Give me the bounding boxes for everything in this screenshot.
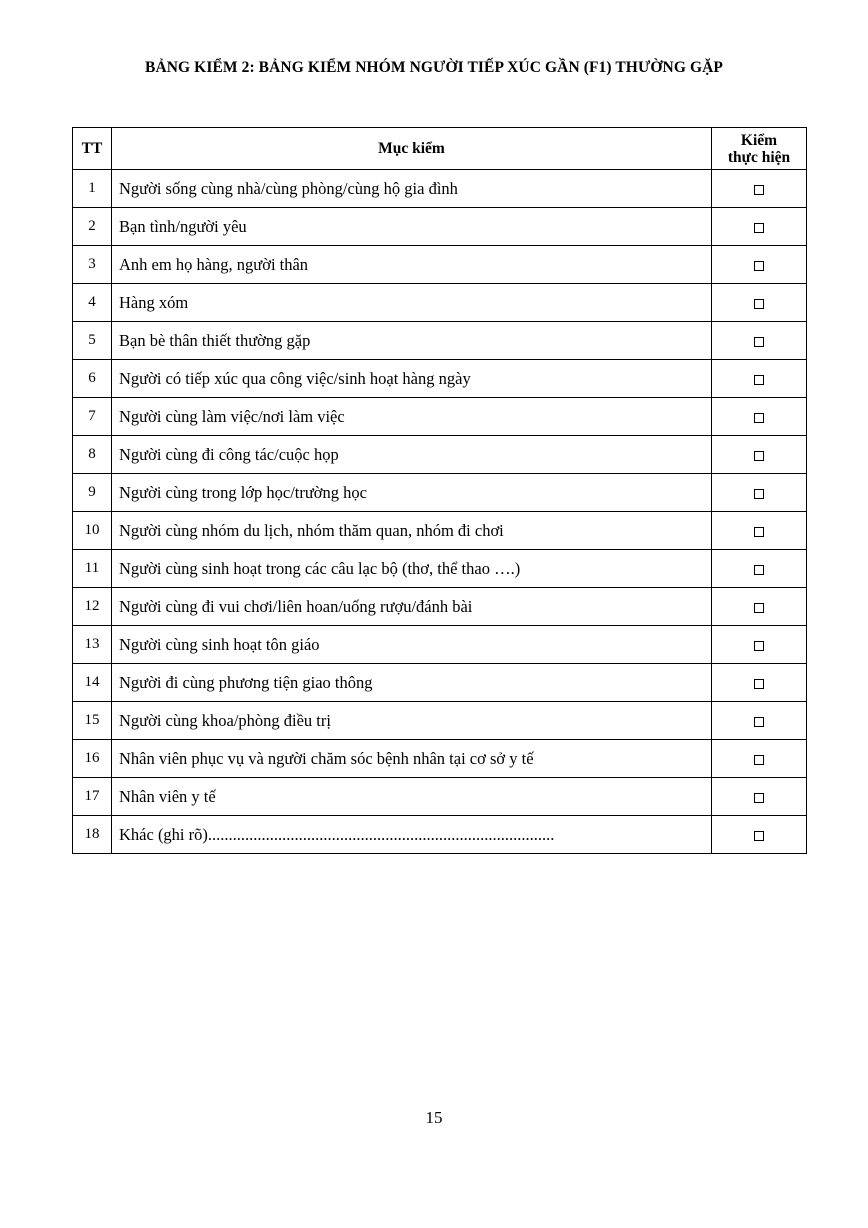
row-number: 9 [73, 474, 112, 512]
row-item-text: Người cùng đi công tác/cuộc họp [112, 436, 712, 474]
checkbox-icon[interactable] [754, 261, 764, 271]
header-check [712, 128, 807, 170]
row-check-cell [712, 550, 807, 588]
row-item-text: Người cùng nhóm du lịch, nhóm thăm quan, nhóm đi chơi [112, 512, 712, 550]
table-row [73, 322, 807, 360]
document-title: BẢNG KIỂM 2: BẢNG KIỂM NHÓM NGƯỜI TIẾP XÚC GẦN (F1) THƯỜNG GẶP [145, 59, 723, 76]
row-number: 14 [73, 664, 112, 702]
row-check-cell [712, 664, 807, 702]
row-number: 17 [73, 778, 112, 816]
row-item-text: Bạn tình/người yêu [112, 208, 712, 246]
header-item: Mục kiểm [112, 128, 712, 170]
row-check-cell [712, 360, 807, 398]
checkbox-icon[interactable] [754, 337, 764, 347]
table-row [73, 284, 807, 322]
table-row [73, 246, 807, 284]
row-item-text: Người cùng sinh hoạt tôn giáo [112, 626, 712, 664]
row-number: 18 [73, 816, 112, 854]
table-row [73, 702, 807, 740]
checkbox-icon[interactable] [754, 793, 764, 803]
row-number: 15 [73, 702, 112, 740]
row-check-cell [712, 512, 807, 550]
checkbox-icon[interactable] [754, 717, 764, 727]
row-item-text: Người sống cùng nhà/cùng phòng/cùng hộ gia đình [112, 170, 712, 208]
row-item-text: Người cùng làm việc/nơi làm việc [112, 398, 712, 436]
row-item-text: Người đi cùng phương tiện giao thông [112, 664, 712, 702]
checkbox-icon[interactable] [754, 223, 764, 233]
table-row [73, 436, 807, 474]
row-number: 4 [73, 284, 112, 322]
row-item-text: Người có tiếp xúc qua công việc/sinh hoạt hàng ngày [112, 360, 712, 398]
table-body [73, 170, 807, 854]
table-row [73, 778, 807, 816]
checkbox-icon[interactable] [754, 489, 764, 499]
row-item-text: Người cùng trong lớp học/trường học [112, 474, 712, 512]
row-number: 13 [73, 626, 112, 664]
checkbox-icon[interactable] [754, 603, 764, 613]
table-row [73, 740, 807, 778]
table-row [73, 360, 807, 398]
table-row [73, 588, 807, 626]
row-number: 12 [73, 588, 112, 626]
checkbox-icon[interactable] [754, 299, 764, 309]
row-check-cell [712, 246, 807, 284]
row-check-cell [712, 740, 807, 778]
row-item-text: Anh em họ hàng, người thân [112, 246, 712, 284]
row-item-text: Người cùng đi vui chơi/liên hoan/uống rượu/đánh bài [112, 588, 712, 626]
row-number: 2 [73, 208, 112, 246]
table-row [73, 626, 807, 664]
table-row [73, 398, 807, 436]
row-check-cell [712, 208, 807, 246]
row-number: 3 [73, 246, 112, 284]
row-item-text: Hàng xóm [112, 284, 712, 322]
checkbox-icon[interactable] [754, 679, 764, 689]
row-item-text: Người cùng khoa/phòng điều trị [112, 702, 712, 740]
row-number: 1 [73, 170, 112, 208]
checkbox-icon[interactable] [754, 451, 764, 461]
row-item-text: Nhân viên y tế [112, 778, 712, 816]
table-row [73, 816, 807, 854]
table-row [73, 512, 807, 550]
checkbox-icon[interactable] [754, 755, 764, 765]
row-check-cell [712, 284, 807, 322]
header-check-line1: Kiểm [740, 131, 778, 149]
row-check-cell [712, 778, 807, 816]
row-check-cell [712, 322, 807, 360]
checkbox-icon[interactable] [754, 375, 764, 385]
checkbox-icon[interactable] [754, 831, 764, 841]
checkbox-icon[interactable] [754, 185, 764, 195]
row-check-cell [712, 474, 807, 512]
header-tt: TT [73, 128, 112, 170]
row-item-text: Người cùng sinh hoạt trong các câu lạc bộ (thơ, thể thao ….) [112, 550, 712, 588]
row-check-cell [712, 702, 807, 740]
table-row [73, 170, 807, 208]
row-item-text: Bạn bè thân thiết thường gặp [112, 322, 712, 360]
row-number: 8 [73, 436, 112, 474]
row-number: 16 [73, 740, 112, 778]
checkbox-icon[interactable] [754, 413, 764, 423]
table-row [73, 664, 807, 702]
row-check-cell [712, 588, 807, 626]
row-number: 5 [73, 322, 112, 360]
checkbox-icon[interactable] [754, 527, 764, 537]
row-check-cell [712, 170, 807, 208]
row-number: 11 [73, 550, 112, 588]
page-number: 15 [425, 1108, 443, 1127]
table-row [73, 474, 807, 512]
row-item-text: Nhân viên phục vụ và người chăm sóc bệnh nhân tại cơ sở y tế [112, 740, 712, 778]
row-number: 6 [73, 360, 112, 398]
header-check-line2: thực hiện [727, 148, 791, 166]
row-check-cell [712, 436, 807, 474]
table-header-row [73, 128, 807, 170]
table-row [73, 550, 807, 588]
row-number: 7 [73, 398, 112, 436]
checklist-table [72, 127, 807, 854]
row-item-text: Khác (ghi rõ).................................................................................... [112, 816, 712, 854]
row-number: 10 [73, 512, 112, 550]
checkbox-icon[interactable] [754, 641, 764, 651]
row-check-cell [712, 626, 807, 664]
table-row [73, 208, 807, 246]
checkbox-icon[interactable] [754, 565, 764, 575]
row-check-cell [712, 816, 807, 854]
row-check-cell [712, 398, 807, 436]
